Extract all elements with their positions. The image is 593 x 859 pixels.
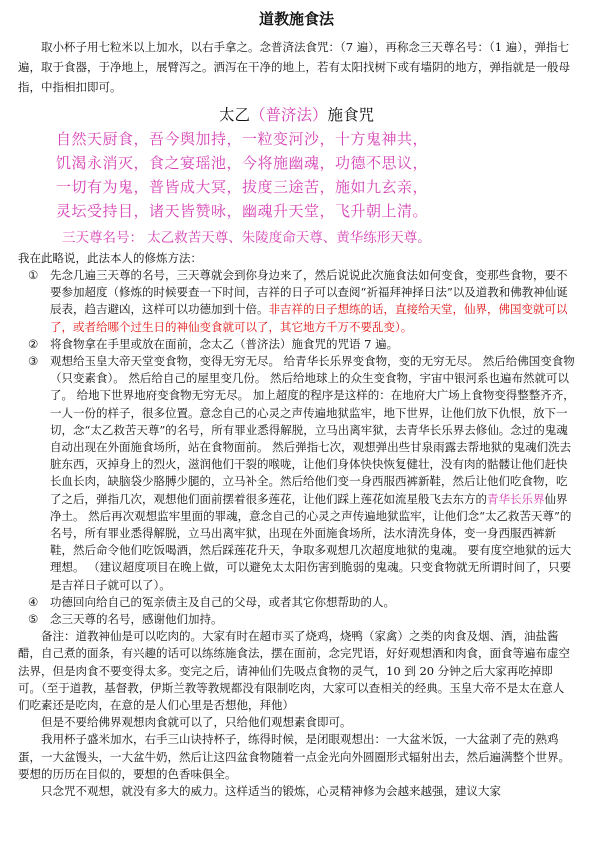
step-number: ⑤	[28, 612, 39, 627]
closing-paragraph: 只念咒不观想，就没有多大的威力。这样适当的锻炼，心灵精神修为会越来越强，建议大家	[41, 784, 501, 799]
step-text: 功德回向给自己的冤亲债主及自己的父母，或者其它你想帮助的人。	[50, 594, 395, 609]
lead-text: 我在此略说，此法本人的修炼方法：	[18, 251, 202, 265]
step-text: 念三天尊的名号，感谢他们加持。	[50, 612, 223, 627]
list-item	[18, 336, 575, 353]
three-names: 三天尊名号： 太乙救苦天尊、朱陵度命天尊、黄华练形天尊。	[62, 230, 431, 246]
step-highlight: 青华长乐界	[487, 491, 545, 506]
step-text-cont: 仙界净土。 然后再次观想监牢里面的罪魂，意念自己的心灵之声传遍地狱监牢，让他们念“太乙救苦天尊”的名号，所有罪业悉得解脱，立马出离牢狱，出现在外面施食场所，法水清洗身体，变一身西服西裤新鞋，然后命令他们吃饭喝酒，然后踩莲花升天，争取多观想几次超度地狱的鬼魂。 要有度空地狱的远大理想。 （建议超度项目在晚上做，可以避免太太阳伤害到脆弱的鬼魂。只变食物就无所谓时间了，只要是吉祥日子就可以了）。	[50, 491, 572, 592]
list-item	[18, 267, 575, 336]
step-number: ②	[28, 336, 39, 351]
step-text: 将食物拿在手里或放在面前，念太乙（普济法）施食咒的咒语 7 遍。	[50, 336, 399, 351]
mantra-line: 自然天厨食，吾今舆加持，一粒变河沙，十方鬼神共，	[56, 130, 429, 148]
note2-paragraph: 但是不要给佛界观想肉食就可以了，只给他们观想素食即可。	[41, 715, 352, 730]
step-warning-text: 非吉祥的日子想练的话，直接给天堂，仙界，佛国变就可以了，或者给哪个过生日的神仙变食就可以了，其它地方千万不要乱变）。	[50, 302, 568, 334]
practice-paragraph: 我用杯子盛米加水，右手三山诀持杯子，练得时候，是闭眼观想出：一大盆米饭，一大盆剥了壳的熟鸡蛋，一大盆馒头，一大盆牛奶，然后让这四盆食物随着一点金光向外圆圈形式辐射出去，然后遍满整个世界。 要想的历历在目似的，要想的色香味俱全。	[18, 732, 570, 781]
mantra-title-after: 施食咒	[327, 106, 375, 124]
step-text: 先念几遍三天尊的名号，三天尊就会到你身边来了，然后说说此次施食法如何变食，变那些食物，要不要参加超度（修炼的时候要查一下时间，吉祥的日子可以查阅“祈福拜神择日法”以及道教和佛教神仙诞辰表，趋吉避凶，这样可以功德加到十倍。	[50, 268, 568, 317]
step-number: ④	[28, 594, 39, 609]
mantra-line: 饥渴永消灭，食之宴瑶池，今将施幽魂，功德不思议，	[56, 154, 429, 172]
step-list	[18, 267, 575, 628]
intro-paragraph: 取小杯子用七粒米以上加水，以右手拿之。念普済法食咒：（7 遍），再称念三天尊名号：（1 遍），弹指七遍，取于食器，于净地上，展臂泻之。洒泻在干净的地上，若有太阳找树下或有墙阴的地方，弹指就是一般母指，中指相扣即可。	[18, 40, 570, 94]
step-text: 观想给玉皇大帝天堂变食物，变得无穷无尽。 给青华长乐界变食物，变的无穷无尽。 然后给佛国变食物（只变素食）。 然后给自己的屋里变几份。 然后给地球上的众生变食物，宇宙中银河系也遍布然就可以了。 给地下世界地府变食物无穷无尽。 加上超度的程序是这样的：在地府大广场上食物变得整整齐齐，一人一份的样子，很多位置。意念自己的心灵之声传遍地狱监牢，地下世界，让他们放下仇恨，放下一切，念“太乙救苦天尊”的名号，所有罪业悉得解脱，立马出离牢狱，去青华长乐界去修仙。念过的鬼魂自动出现在外面施食场所，站在食物面前。 然后弹指七次，观想弹出些甘泉雨露去帮地狱的鬼魂们洗去脏东西，灭掉身上的烈火，滋润他们干裂的喉咙，让他们身体快快恢复健壮，没有肉的骷髅让他们赶快长血长肉，缺脑袋少胳膊少腿的，立马补全。然后给他们变一身西服西裤新鞋，然后让他们吃食物，吃了之后，弹指几次，观想他们面前摆着很多莲花，让他们踩上莲花如流星般飞去东方的	[50, 354, 575, 506]
list-item	[18, 594, 575, 611]
step-number: ③	[28, 354, 39, 369]
mantra-title-before: 太乙	[218, 106, 250, 124]
mantra-title-paren: （普济法）	[249, 106, 328, 124]
mantra-title	[18, 103, 575, 125]
mantra-line: 灵坛受持目，诸天皆赞咏，幽魂升天堂，飞升朝上清。	[56, 202, 429, 220]
step-number: ①	[28, 268, 39, 282]
note-paragraph: 备注：道教神仙是可以吃肉的。大家有时在超市买了烧鸡，烧鸭（家禽）之类的肉食及烟、酒，油盐酱醋，自己煮的面条，有兴趣的话可以练练施食法，摆在面前，念完咒语，好好观想酒和肉食，面食等遍布虚空法界，但是肉食不要变得太多。变完之后，请神仙们先吸点食物的灵气，10 到 20 分钟之后大家再吃掉即可。（至于道教，基督教，伊斯兰教等教规都没有限制吃肉，大家可以查相关的经典。玉皇大帝不是太在意人们吃素还是吃肉，在意的是人们心里是否想他，拜他）	[18, 629, 570, 713]
mantra-line: 一切有为鬼，普皆成大冥，拔度三途苦，施如九玄亲，	[56, 178, 429, 196]
page-title: 道教施食法	[258, 10, 334, 28]
list-item	[18, 353, 575, 594]
list-item	[18, 611, 575, 628]
